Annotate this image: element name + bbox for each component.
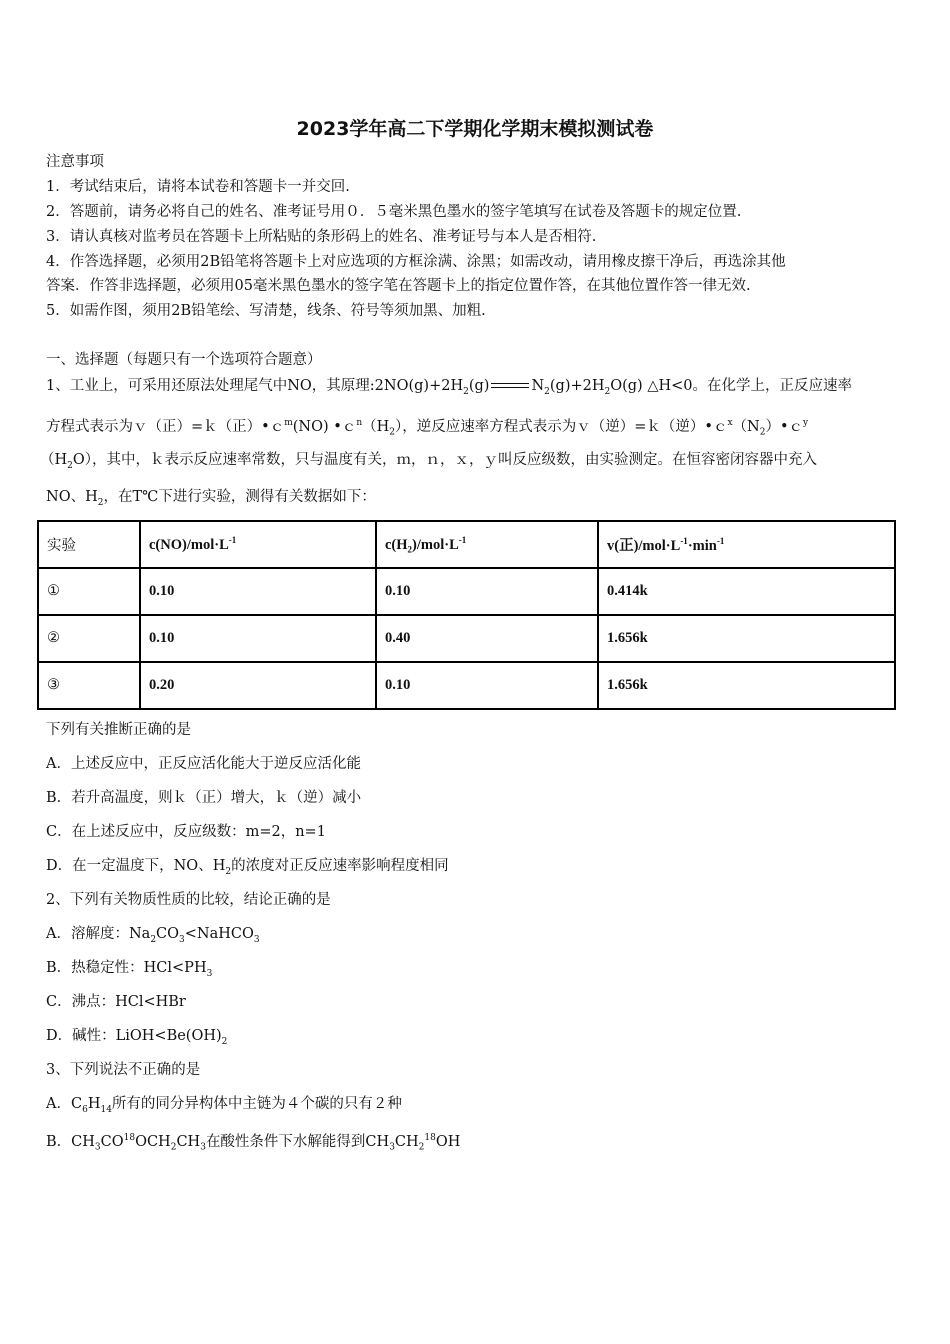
table-cell: ③ — [38, 662, 140, 709]
table-cell: ② — [38, 615, 140, 662]
notice-heading: 注意事项 — [46, 154, 104, 170]
table-header-cell: 实验 — [38, 521, 140, 568]
notice-item-4: 4．作答选择题，必须用2B铅笔将答题卡上对应选项的方框涂满、涂黑；如需改动，请用橡皮擦干净后，再选涂其他 — [46, 254, 786, 270]
table-row — [38, 662, 895, 709]
section-heading: 一、选择题（每题只有一个选项符合题意） — [46, 352, 322, 368]
q2-stem: 2、下列有关物质性质的比较，结论正确的是 — [46, 892, 331, 908]
notice-item-1: 1．考试结束后，请将本试卷和答题卡一并交回. — [46, 179, 350, 195]
table-header-cell: v(正)$/mol\cdot L^{-1}\cdot\min^{-1}$ — [598, 521, 895, 568]
notice-item-3: 3．请认真核对监考员在答题卡上所粘贴的条形码上的姓名、准考证号与本人是否相符. — [46, 229, 597, 245]
table-cell: 0.10 — [376, 662, 598, 709]
equilibrium-arrow-icon — [491, 381, 529, 391]
table-row — [38, 615, 895, 662]
notice-item-5: 5．如需作图，须用2B铅笔绘、写清楚，线条、符号等须加黑、加粗. — [46, 303, 486, 319]
table-cell: 0.10 — [376, 568, 598, 615]
q2-option-b: B．热稳定性：$HCl<PH_3$ — [46, 960, 213, 979]
table-cell: 0.10 — [140, 615, 376, 662]
page-title: 2023学年高二下学期化学期末模拟测试卷 — [296, 118, 654, 140]
table-cell: 0.414k — [598, 568, 895, 615]
q2-option-c: C．沸点：HCl<HBr — [46, 994, 186, 1010]
q2-option-a: A．溶解度：$Na_2CO_3<NaHCO_3$ — [46, 926, 260, 945]
table-header-cell: $c(NO)/mol\cdot L^{-1}$ — [140, 521, 376, 568]
q3-option-a: A．$C_6H_{14}$所有的同分异构体中主链为４个碳的只有２种 — [46, 1096, 402, 1115]
table-cell: 1.656k — [598, 615, 895, 662]
q1-option-a: A．上述反应中，正反应活化能大于逆反应活化能 — [46, 756, 361, 772]
notice-item-4-cont: 答案．作答非选择题，必须用05毫米黑色墨水的签字笔在答题卡上的指定位置作答，在其他位置作答一律无效. — [46, 278, 751, 294]
table-cell: ① — [38, 568, 140, 615]
q3-stem: 3、下列说法不正确的是 — [46, 1062, 201, 1078]
table-cell: 0.20 — [140, 662, 376, 709]
table-cell: 1.656k — [598, 662, 895, 709]
q3-option-b: B．$CH_3CO^{18}OCH_2CH_3$在酸性条件下水解能得到$CH_3CH_2^{18}OH$ — [46, 1133, 461, 1153]
table-cell: 0.40 — [376, 615, 598, 662]
notice-item-2: 2．答题前，请务必将自己的姓名、准考证号用０．５毫米黑色墨水的签字笔填写在试卷及答题卡的规定位置. — [46, 204, 742, 220]
q1-line-3: $(H_2O)$，其中，ｋ表示反应速率常数，只与温度有关，ｍ，ｎ，ｘ，ｙ叫反应级数，由实验测定。在恒容密闭容器中充入 — [40, 452, 818, 471]
q1-line-2: 方程式表示为ｖ（正）=ｋ（正）•ｃ$^m$(NO) $•c^n(H_2)$，逆反应速率方程式表示为ｖ（逆）=ｋ（逆）$•c^x(N_2)•c^y$ — [46, 418, 809, 438]
table-row — [38, 568, 895, 615]
q1-line-4: NO、$H_2$，在T℃下进行实验，测得有关数据如下： — [46, 489, 376, 508]
q1-option-d: D．在一定温度下，NO、$H_2$的浓度对正反应速率影响程度相同 — [46, 858, 449, 877]
q1-option-c: C．在上述反应中，反应级数：m=2，n=1 — [46, 824, 326, 840]
table-cell: 0.10 — [140, 568, 376, 615]
q1-stem: 下列有关推断正确的是 — [46, 722, 191, 738]
table-header-cell: $c(H_2)/mol\cdot L^{-1}$ — [376, 521, 598, 568]
q1-option-b: B．若升高温度，则ｋ（正）增大，ｋ（逆）减小 — [46, 790, 362, 806]
table-header-row — [38, 521, 895, 568]
q1-line-1: 1、工业上，可采用还原法处理尾气中NO，其原理$:2NO(g)+2H_2(g)$ $N_2(g)+2H_2O(g)$ △H<0。在化学上，正反应速率 — [46, 378, 852, 397]
experiment-table — [37, 520, 896, 710]
q2-option-d: D．碱性：$LiOH<Be(OH)_2$ — [46, 1028, 228, 1047]
